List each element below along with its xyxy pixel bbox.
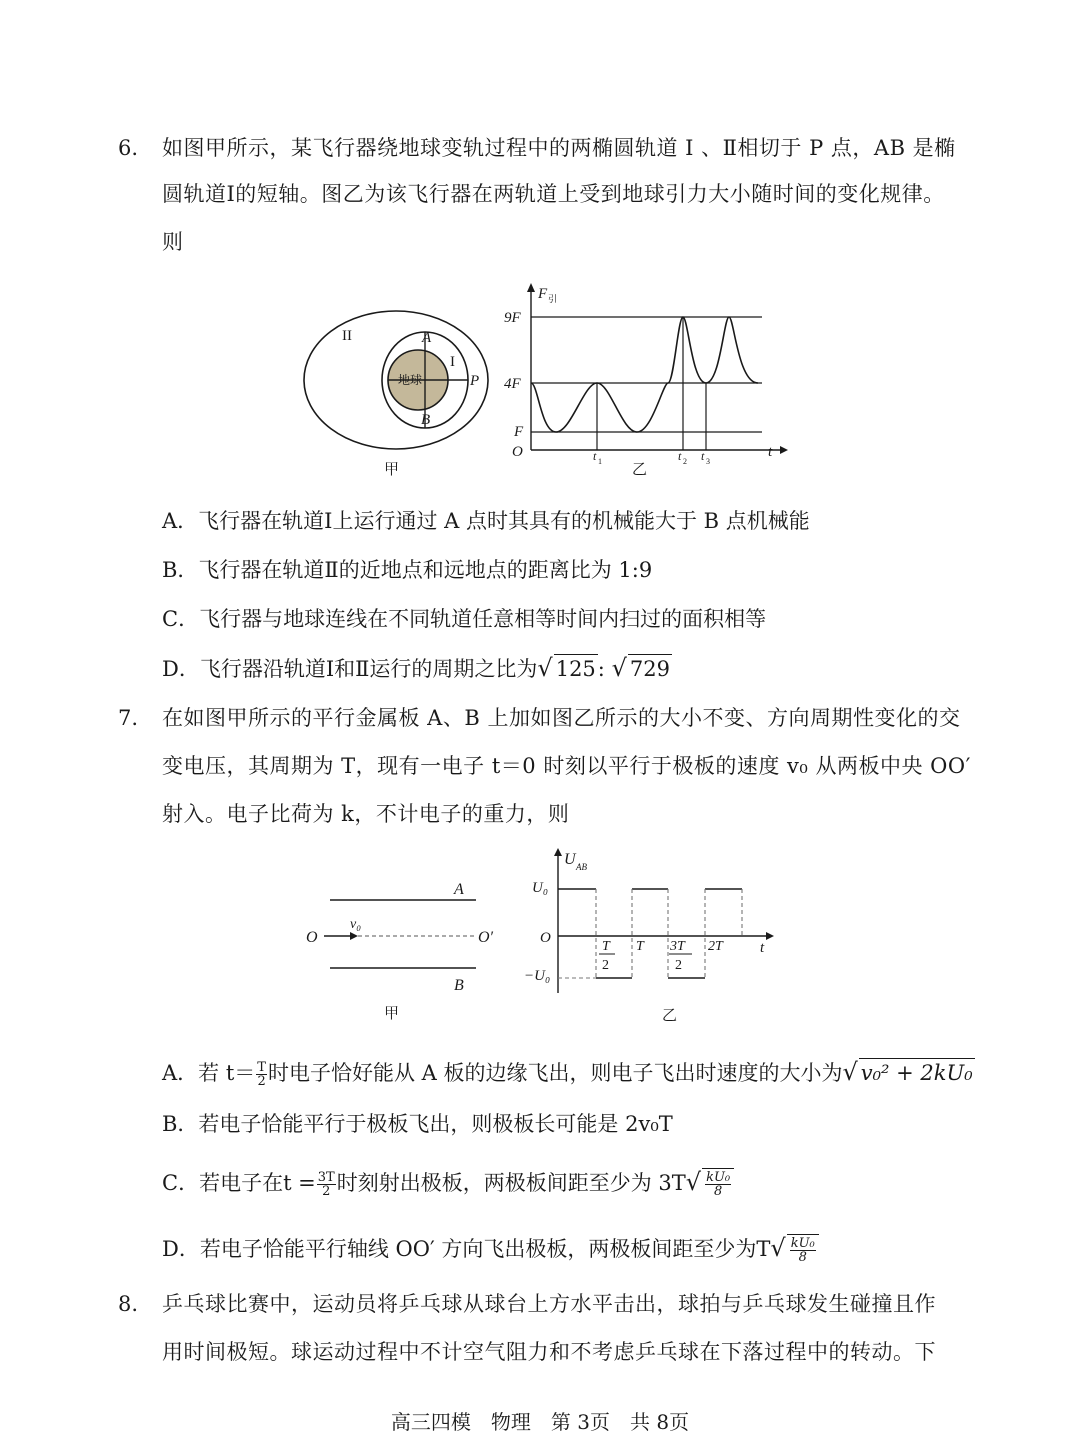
q7-option-c-pre: C．若电子在t = [162, 1171, 316, 1195]
q7-voltage-graph [520, 848, 780, 1028]
q7-option-a-mid: 时电子恰好能从 A 板的边缘飞出，则电子飞出时速度的大小为 [267, 1061, 843, 1085]
q6-orbit-figure [300, 300, 500, 480]
q7-option-a-frac: $\frac{T}{2}$ [257, 1060, 266, 1089]
tick-u0: U₀ [532, 880, 549, 896]
q6-option-d-root1: 125 [554, 654, 598, 683]
tick-3t-half-num: 3T [670, 939, 685, 954]
tick-t-half-den: 2 [602, 958, 609, 973]
x-axis-arrow [780, 446, 788, 454]
q7-option-a-expr: v₀² + 2kU₀ [859, 1058, 975, 1087]
q7-option-c: C．若电子在t = $\frac{3T}{2}$ 时刻射出极板，两极板间距至少为 3T√ $\frac{\text{kU₀}}{8}$ [162, 1168, 734, 1198]
orbit-ii-label: II [342, 328, 352, 344]
q7-option-c-radicand: $\frac{\text{kU₀}}{8}$ [702, 1168, 734, 1198]
q7-stem-line2: 变电压，其周期为 T，现有一电子 t＝0 时刻以平行于极板的速度 v₀ 从两板中央 OO′ [162, 754, 971, 778]
tick-3t-half-den: 2 [675, 958, 682, 973]
q6-number: 6. [118, 136, 139, 160]
plate-a-label: A [454, 881, 464, 898]
plate-b-label: B [454, 977, 464, 994]
y-axis-label: F [538, 286, 548, 302]
q8-number: 8. [118, 1292, 139, 1316]
tick-f: F [514, 424, 524, 440]
q8-stem-line2: 用时间极短。球运动过程中不计空气阻力和不考虑乒乓球在下落过程中的转动。下 [162, 1340, 936, 1364]
q7-plates-figure [300, 870, 500, 1030]
q6-option-c: C．飞行器与地球连线在不同轨道任意相等时间内扫过的面积相等 [162, 607, 767, 631]
q7-option-d: D．若电子恰能平行轴线 OO′ 方向飞出极板，两极板间距至少为T√ $\frac{\text{kU₀}}{8}$ [162, 1234, 819, 1264]
fig-jia-caption: 甲 [384, 462, 400, 478]
fig-jia-caption: 甲 [384, 1006, 400, 1022]
left-o-label: O [306, 929, 318, 946]
tick-2t: 2T [708, 939, 723, 954]
y-axis-label-sub: 引 [548, 294, 558, 304]
earth-label: 地球 [398, 373, 423, 387]
force-curve [531, 317, 758, 432]
point-b-label: B [421, 412, 431, 428]
q7-number: 7. [118, 706, 139, 730]
q7-stem-line1: 在如图甲所示的平行金属板 A、B 上加如图乙所示的大小不变、方向周期性变化的交 [162, 706, 961, 730]
tick-t3-sub: 3 [706, 457, 710, 466]
q6-option-d-text: D．飞行器沿轨道Ⅰ和Ⅱ运行的周期之比为 [162, 657, 538, 681]
point-a-label: A [422, 330, 432, 346]
q6-option-d: D．飞行器沿轨道Ⅰ和Ⅱ运行的周期之比为√ 125: √ 729 [162, 654, 670, 682]
tick-neg-u0: −U₀ [524, 968, 551, 984]
origin-label: O [540, 930, 551, 946]
q6-stem-line3: 则 [162, 230, 184, 254]
y-axis-label-sub: AB [576, 862, 587, 872]
tick-t3: t [701, 449, 705, 463]
q7-option-a: A．若 t＝ $\frac{T}{2}$ 时电子恰好能从 A 板的边缘飞出，则电子飞出时速度的大小为√ v₀² + 2kU₀ [162, 1058, 973, 1089]
x-axis-arrow [766, 932, 774, 940]
tick-t2: t [678, 449, 682, 463]
x-axis-label: t [760, 940, 765, 956]
tick-t-half-num: T [602, 939, 610, 954]
q7-option-a-pre: A．若 t＝ [162, 1061, 256, 1085]
tick-t2-sub: 2 [683, 457, 687, 466]
q6-option-b: B．飞行器在轨道Ⅱ的近地点和远地点的距离比为 1:9 [162, 558, 653, 582]
q7-option-d-pre: D．若电子恰能平行轴线 OO′ 方向飞出极板，两极板间距至少为T [162, 1237, 771, 1261]
q7-option-b: B．若电子恰能平行于极板飞出，则极板长可能是 2v₀T [162, 1112, 673, 1136]
velocity-label: v₀ [350, 917, 362, 932]
origin-label: O [512, 444, 523, 460]
q6-option-d-root2: 729 [628, 654, 672, 683]
q7-option-c-mid: 时刻射出极板，两极板间距至少为 3T [336, 1171, 686, 1195]
q8-stem-line1: 乒乓球比赛中，运动员将乒乓球从球台上方水平击出，球拍与乒乓球发生碰撞且作 [162, 1292, 936, 1316]
tick-t: T [636, 939, 644, 954]
y-axis-arrow [554, 848, 562, 856]
q6-stem-line1: 如图甲所示，某飞行器绕地球变轨过程中的两椭圆轨道 Ⅰ 、Ⅱ相切于 P 点，AB 是椭 [162, 136, 956, 160]
page-footer: 高三四模 物理 第 3页 共 8页 [390, 1410, 690, 1434]
tick-4f: 4F [504, 376, 521, 392]
tick-t1-sub: 1 [598, 457, 602, 466]
q7-option-d-radicand: $\frac{\text{kU₀}}{8}$ [787, 1234, 819, 1264]
q7-stem-line3: 射入。电子比荷为 k，不计电子的重力，则 [162, 802, 570, 826]
y-axis-label: U [564, 851, 576, 868]
y-axis-arrow [527, 283, 535, 292]
q6-option-a: A．飞行器在轨道Ⅰ上运行通过 A 点时其具有的机械能大于 B 点机械能 [162, 509, 810, 533]
fig-yi-caption: 乙 [632, 462, 648, 478]
q6-stem-line2: 圆轨道Ⅰ的短轴。图乙为该飞行器在两轨道上受到地球引力大小随时间的变化规律。 [162, 182, 945, 206]
q6-force-graph [498, 280, 788, 480]
point-p-label: P [470, 373, 480, 389]
tick-9f: 9F [504, 310, 521, 326]
q6-option-d-sep: : [597, 657, 605, 681]
fig-yi-caption: 乙 [662, 1008, 678, 1024]
q7-option-c-frac: $\frac{3T}{2}$ [317, 1170, 335, 1199]
x-axis-label: t [768, 444, 773, 460]
wave-transitions [558, 889, 742, 978]
tick-t1: t [593, 449, 597, 463]
orbit-i-label: I [450, 354, 455, 370]
right-o-label: O′ [478, 929, 494, 946]
velocity-arrow-head [350, 932, 358, 940]
